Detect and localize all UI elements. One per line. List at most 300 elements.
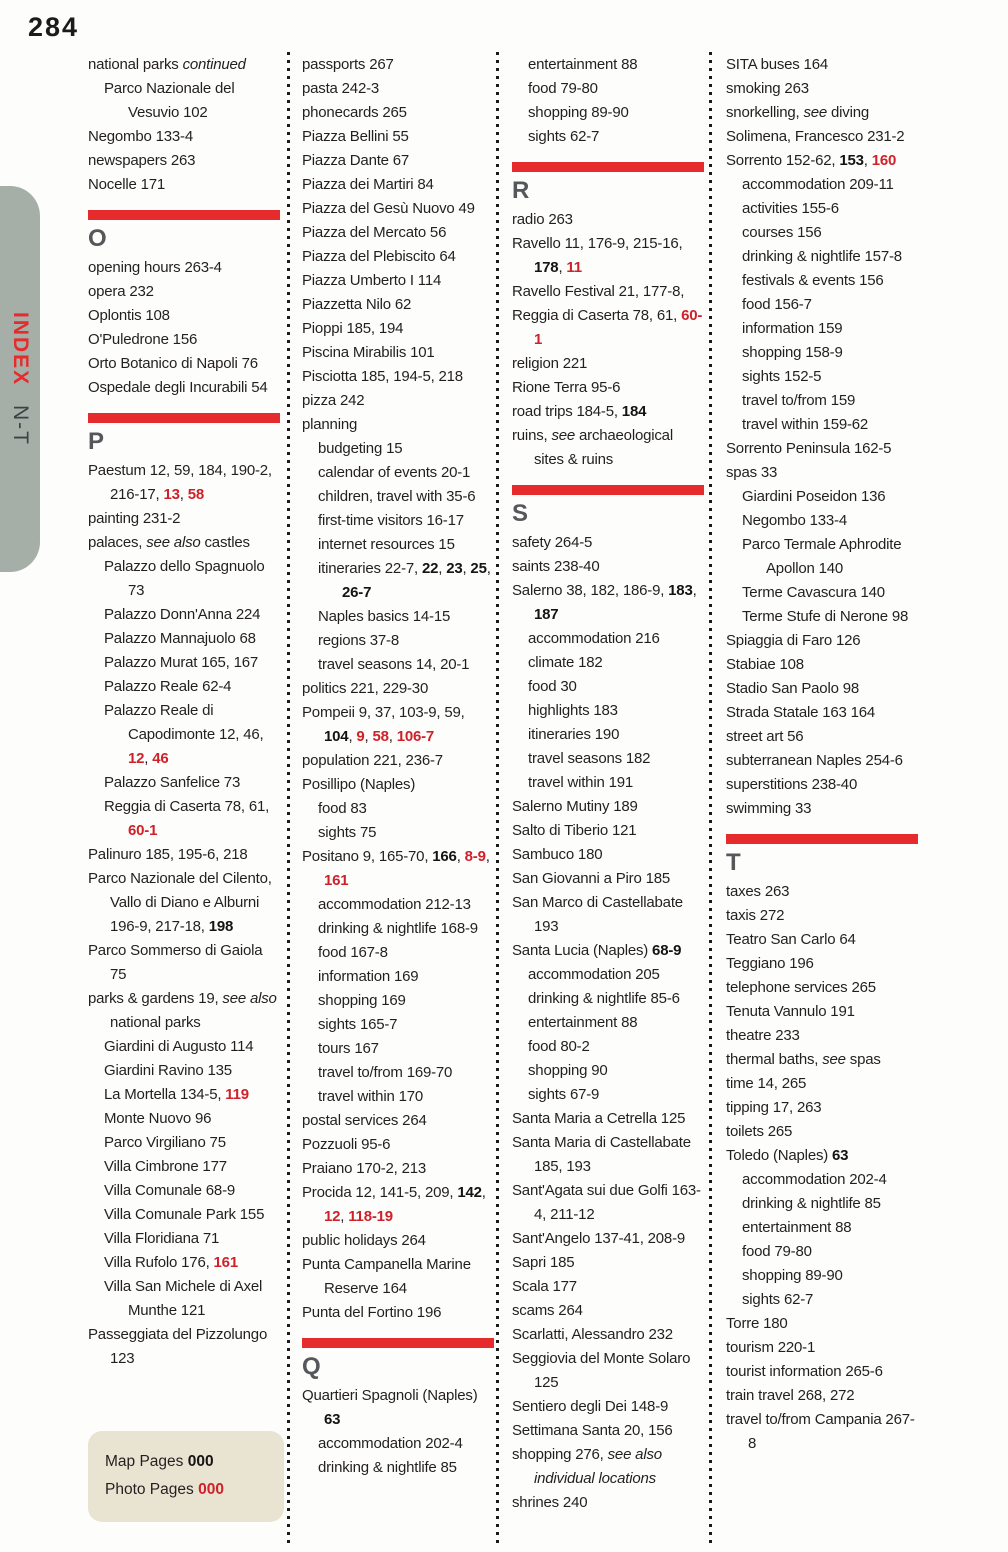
index-subentry — [88, 1107, 280, 1131]
index-entry — [512, 1347, 704, 1395]
entry-text: Positano 9, 165-70, — [302, 848, 433, 865]
photo-page-ref: 160 — [871, 152, 897, 169]
index-tab-range-label: N-T — [9, 404, 32, 446]
index-entry — [726, 797, 918, 821]
index-subentry — [302, 557, 494, 605]
index-entry — [726, 773, 918, 797]
map-page-ref: 63 — [832, 1147, 849, 1164]
entry-text: children, travel with 35-6 — [318, 488, 476, 505]
index-subentry — [726, 197, 918, 221]
index-subentry — [726, 1288, 918, 1312]
entry-text: religion 221 — [512, 355, 588, 372]
entry-text: politics 221, 229-30 — [302, 680, 429, 697]
index-entry — [512, 891, 704, 939]
index-subentry — [726, 317, 918, 341]
entry-text: Santa Maria di Castellabate 185, 193 — [512, 1134, 691, 1175]
entry-text: Salto di Tiberio 121 — [512, 822, 637, 839]
index-subentry — [726, 605, 918, 629]
entry-text: Strada Statale 163 164 — [726, 704, 876, 721]
entry-text: population 221, 236-7 — [302, 752, 443, 769]
index-subentry — [512, 77, 704, 101]
entry-text: Piazza del Plebiscito 64 — [302, 248, 456, 265]
map-pages-line — [105, 1448, 284, 1476]
entry-text: spas 33 — [726, 464, 778, 481]
entry-text: diving — [827, 104, 870, 121]
entry-text: Pisciotta 185, 194-5, 218 — [302, 368, 463, 385]
entry-text: taxis 272 — [726, 907, 785, 924]
entry-text: Praiano 170-2, 213 — [302, 1160, 426, 1177]
index-entry — [302, 389, 494, 413]
photo-page-ref: 58 — [187, 486, 204, 503]
entry-text: entertainment 88 — [742, 1219, 852, 1236]
photo-page-ref: 118-19 — [348, 1208, 393, 1225]
index-subentry — [302, 1037, 494, 1061]
map-pages-value: 000 — [187, 1453, 214, 1470]
entry-text: drinking & nightlife 85 — [742, 1195, 881, 1212]
entry-text: Palinuro 185, 195-6, 218 — [88, 846, 248, 863]
entry-text: archaeological sites & ruins — [534, 427, 673, 468]
entry-text: Pozzuoli 95-6 — [302, 1136, 391, 1153]
entry-text: shopping 90 — [528, 1062, 608, 1079]
entry-text: road trips 184-5, — [512, 403, 622, 420]
entry-text: opera 232 — [88, 283, 154, 300]
entry-text: travel within 170 — [318, 1088, 423, 1105]
entry-text: Sorrento Peninsula 162-5 — [726, 440, 892, 457]
entry-text: Palazzo Reale 62-4 — [104, 678, 232, 695]
index-subentry — [512, 987, 704, 1011]
index-subentry — [302, 1061, 494, 1085]
photo-page-ref: 119 — [225, 1086, 249, 1103]
entry-text: see also — [146, 534, 201, 551]
entry-text: passports 267 — [302, 56, 394, 73]
entry-text: Piazza Umberto I 114 — [302, 272, 442, 289]
entry-text: shopping 169 — [318, 992, 406, 1009]
section-letter-p: P — [88, 428, 104, 455]
entry-text: Ravello 11, 176-9, 215-16, — [512, 235, 683, 252]
index-subentry — [726, 173, 918, 197]
entry-text: Sant'Agata sui due Golfi 163-4, 211-12 — [512, 1182, 701, 1223]
entry-text: superstitions 238-40 — [726, 776, 858, 793]
index-entry — [302, 221, 494, 245]
photo-pages-label: Photo Pages — [105, 1481, 199, 1498]
entry-text: Rione Terra 95-6 — [512, 379, 621, 396]
entry-text: taxes 263 — [726, 883, 790, 900]
index-subentry — [302, 893, 494, 917]
entry-text: Palazzo Sanfelice 73 — [104, 774, 241, 791]
entry-text: parks & gardens 19, — [88, 990, 223, 1007]
index-entry — [302, 149, 494, 173]
photo-page-ref: 8-9 — [464, 848, 486, 865]
photo-page-ref: 46 — [152, 750, 169, 767]
index-subentry — [512, 1035, 704, 1059]
photo-page-ref: 11 — [566, 259, 582, 276]
entry-text: , — [179, 486, 188, 503]
index-entry — [726, 1336, 918, 1360]
index-entry — [302, 173, 494, 197]
entry-text: snorkelling, — [726, 104, 804, 121]
index-subentry — [302, 1013, 494, 1037]
index-entry — [512, 1395, 704, 1419]
entry-text: Giardini Ravino 135 — [104, 1062, 232, 1079]
entry-text: shopping 158-9 — [742, 344, 843, 361]
index-entry — [512, 400, 704, 424]
entry-text: food 79-80 — [528, 80, 598, 97]
entry-text: courses 156 — [742, 224, 822, 241]
entry-text: first-time visitors 16-17 — [318, 512, 464, 529]
entry-text: , — [144, 750, 153, 767]
index-entry — [302, 773, 494, 797]
index-entry — [302, 1384, 494, 1432]
index-subentry — [726, 485, 918, 509]
index-entry — [512, 424, 704, 472]
index-entry — [512, 352, 704, 376]
entry-text: Reggia di Caserta 78, 61, — [104, 798, 270, 815]
index-subentry — [88, 1251, 280, 1275]
entry-text: Torre 180 — [726, 1315, 788, 1332]
entry-text: saints 238-40 — [512, 558, 600, 575]
entry-text: Solimena, Francesco 231-2 — [726, 128, 905, 145]
index-subentry — [302, 989, 494, 1013]
index-subentry — [512, 675, 704, 699]
index-subentry — [302, 485, 494, 509]
index-subentry — [302, 1085, 494, 1109]
index-entry — [512, 795, 704, 819]
entry-text: drinking & nightlife 85-6 — [528, 990, 680, 1007]
index-subentry — [726, 581, 918, 605]
index-subentry — [88, 1275, 280, 1323]
entry-text: Seggiovia del Monte Solaro 125 — [512, 1350, 691, 1391]
entry-text: food 83 — [318, 800, 367, 817]
index-entry — [302, 293, 494, 317]
map-page-ref: 22 — [421, 560, 439, 577]
index-entry — [726, 1384, 918, 1408]
index-subentry — [512, 723, 704, 747]
index-entry — [88, 256, 280, 280]
entry-text: internet resources 15 — [318, 536, 455, 553]
index-entry — [512, 579, 704, 627]
entry-text: Settimana Santa 20, 156 — [512, 1422, 673, 1439]
entry-text: sights 165-7 — [318, 1016, 398, 1033]
entry-text: Terme Cavascura 140 — [742, 584, 885, 601]
entry-text: sights 62-7 — [742, 1291, 814, 1308]
entry-text: Giardini Poseidon 136 — [742, 488, 886, 505]
entry-text: Giardini di Augusto 114 — [104, 1038, 254, 1055]
page-number: 284 — [28, 12, 80, 42]
entry-text: entertainment 88 — [528, 1014, 638, 1031]
index-entry — [302, 317, 494, 341]
index-column-1 — [88, 53, 280, 1371]
entry-text: Passeggiata del Pizzolungo 123 — [88, 1326, 268, 1367]
entry-text: ruins, — [512, 427, 552, 444]
section-letter-q: Q — [302, 1353, 321, 1380]
entry-text: Naples basics 14-15 — [318, 608, 451, 625]
entry-text: radio 263 — [512, 211, 573, 228]
index-column-2 — [302, 53, 494, 1480]
entry-text: Sapri 185 — [512, 1254, 575, 1271]
entry-text: opening hours 263-4 — [88, 259, 222, 276]
index-entry — [88, 328, 280, 352]
entry-text: pizza 242 — [302, 392, 365, 409]
map-pages-box — [88, 1431, 284, 1522]
entry-text: Parco Nazionale del Cilento, Vallo di Diano e Alburni 196-9, 217-18, — [88, 870, 272, 935]
entry-text: subterranean Naples 254-6 — [726, 752, 903, 769]
entry-text: pasta 242-3 — [302, 80, 380, 97]
map-page-ref: 23 — [446, 560, 463, 577]
index-entry — [88, 280, 280, 304]
entry-text: accommodation 202-4 — [318, 1435, 463, 1452]
entry-text: food 167-8 — [318, 944, 388, 961]
entry-text: tourism 220-1 — [726, 1339, 816, 1356]
entry-text: shopping 89-90 — [528, 104, 629, 121]
index-subentry — [88, 651, 280, 675]
entry-text: Scarlatti, Alessandro 232 — [512, 1326, 673, 1343]
index-subentry — [726, 1216, 918, 1240]
index-entry — [512, 1107, 704, 1131]
entry-text: drinking & nightlife 85 — [318, 1459, 457, 1476]
entry-text: , — [863, 152, 872, 169]
index-subentry — [726, 221, 918, 245]
entry-text: Salerno 38, 182, 186-9, — [512, 582, 669, 599]
entry-text: scams 264 — [512, 1302, 583, 1319]
section-letter-s: S — [512, 500, 528, 527]
index-entry — [302, 53, 494, 77]
index-subentry — [88, 1131, 280, 1155]
index-subentry — [88, 675, 280, 699]
map-page-ref: 178 — [534, 259, 559, 276]
index-subentry — [512, 627, 704, 651]
index-subentry — [726, 245, 918, 269]
map-page-ref: 198 — [208, 918, 234, 935]
entry-text: Villa Cimbrone 177 — [104, 1158, 227, 1175]
entry-text: calendar of events 20-1 — [318, 464, 471, 481]
entry-text: spas — [845, 1051, 881, 1068]
map-page-ref: 104 — [324, 728, 349, 745]
entry-text: see also — [222, 990, 277, 1007]
entry-text: entertainment 88 — [528, 56, 638, 73]
entry-text: shrines 240 — [512, 1494, 588, 1511]
entry-text: Palazzo dello Spagnuolo 73 — [104, 558, 265, 599]
index-entry — [726, 749, 918, 773]
entry-text: regions 37-8 — [318, 632, 399, 649]
index-entry — [726, 1120, 918, 1144]
entry-text: accommodation 216 — [528, 630, 660, 647]
entry-text: shopping 276, — [512, 1446, 608, 1463]
index-entry — [726, 1360, 918, 1384]
entry-text: travel to/from 169-70 — [318, 1064, 453, 1081]
index-entry — [302, 1229, 494, 1253]
index-entry — [302, 1301, 494, 1325]
index-entry — [88, 376, 280, 400]
index-subentry — [88, 795, 280, 843]
index-entry — [726, 976, 918, 1000]
index-subentry — [726, 389, 918, 413]
entry-text: travel within 191 — [528, 774, 633, 791]
index-entry — [512, 1227, 704, 1251]
index-subentry — [726, 1192, 918, 1216]
entry-text: , — [388, 728, 397, 745]
entry-text: Piazzetta Nilo 62 — [302, 296, 412, 313]
index-subentry — [512, 699, 704, 723]
index-subentry — [726, 509, 918, 533]
index-subentry — [302, 1456, 494, 1480]
index-entry — [512, 843, 704, 867]
entry-text: , — [486, 560, 491, 577]
index-entry — [726, 928, 918, 952]
index-entry — [302, 1109, 494, 1133]
entry-text: Villa San Michele di Axel Munthe 121 — [104, 1278, 263, 1319]
entry-text: Oplontis 108 — [88, 307, 170, 324]
index-side-tab-text — [8, 312, 32, 445]
index-subentry — [302, 941, 494, 965]
entry-text: see — [803, 104, 828, 121]
entry-text: activities 155-6 — [742, 200, 839, 217]
map-page-ref: 184 — [621, 403, 647, 420]
entry-text: Tenuta Vannulo 191 — [726, 1003, 855, 1020]
index-subentry — [88, 1155, 280, 1179]
entry-text: Scala 177 — [512, 1278, 577, 1295]
index-entry — [88, 939, 280, 987]
index-entry — [302, 125, 494, 149]
photo-page-ref: 12 — [324, 1208, 341, 1225]
entry-text: Posillipo (Naples) — [302, 776, 416, 793]
index-entry — [88, 352, 280, 376]
entry-text: Stabiae 108 — [726, 656, 804, 673]
entry-text: postal services 264 — [302, 1112, 427, 1129]
entry-text: tourist information 265-6 — [726, 1363, 883, 1380]
index-entry — [302, 677, 494, 701]
index-subentry — [512, 651, 704, 675]
map-page-ref: 142 — [457, 1184, 482, 1201]
index-entry — [302, 845, 494, 893]
photo-page-ref: 13 — [163, 486, 180, 503]
index-entry — [302, 365, 494, 389]
entry-text: La Mortella 134-5, — [104, 1086, 226, 1103]
column-separator-3 — [709, 52, 712, 1544]
index-entry — [726, 461, 918, 485]
entry-text: Reggia di Caserta 78, 61, — [512, 307, 682, 324]
entry-text: Salerno Mutiny 189 — [512, 798, 638, 815]
entry-text: safety 264-5 — [512, 534, 593, 551]
index-subentry — [726, 1240, 918, 1264]
index-entry — [512, 232, 704, 280]
index-entry — [88, 867, 280, 939]
index-entry — [726, 880, 918, 904]
entry-text: painting 231-2 — [88, 510, 181, 527]
index-subentry — [512, 771, 704, 795]
entry-text: food 30 — [528, 678, 577, 695]
map-page-ref: 26-7 — [342, 584, 372, 601]
entry-text: toilets 265 — [726, 1123, 793, 1140]
section-divider-bar — [88, 210, 280, 220]
entry-text: budgeting 15 — [318, 440, 403, 457]
entry-text: Quartieri Spagnoli (Naples) — [302, 1387, 478, 1404]
index-subentry — [88, 699, 280, 771]
entry-text: thermal baths, — [726, 1051, 823, 1068]
entry-text: Paestum 12, 59, 184, 190-2, 216-17, — [88, 462, 272, 503]
entry-text: Villa Comunale 68-9 — [104, 1182, 236, 1199]
section-letter-o: O — [88, 225, 107, 252]
index-subentry — [302, 965, 494, 989]
entry-text: food 79-80 — [742, 1243, 812, 1260]
index-entry — [88, 149, 280, 173]
index-entry — [726, 1144, 918, 1168]
index-subentry — [726, 1264, 918, 1288]
entry-text: food 156-7 — [742, 296, 812, 313]
index-subentry — [726, 365, 918, 389]
entry-text: Sorrento 152-62, — [726, 152, 840, 169]
entry-text: see — [551, 427, 576, 444]
entry-text: accommodation 202-4 — [742, 1171, 887, 1188]
index-entry — [726, 1048, 918, 1072]
entry-text: San Marco di Castellabate 193 — [512, 894, 683, 935]
entry-text: , — [485, 848, 490, 865]
index-subentry — [512, 1011, 704, 1035]
section-divider-bar — [726, 834, 918, 844]
index-subentry — [88, 1083, 280, 1107]
index-entry — [726, 677, 918, 701]
entry-text: Parco Virgiliano 75 — [104, 1134, 226, 1151]
index-subentry — [512, 53, 704, 77]
entry-text: travel seasons 182 — [528, 750, 651, 767]
index-entry — [302, 245, 494, 269]
index-entry — [302, 413, 494, 437]
index-subentry — [302, 797, 494, 821]
map-page-ref: 183 — [668, 582, 693, 599]
entry-text: Piazza del Mercato 56 — [302, 224, 447, 241]
index-subentry — [302, 533, 494, 557]
index-entry — [726, 904, 918, 928]
index-entry — [726, 1096, 918, 1120]
entry-text: Terme Stufe di Nerone 98 — [742, 608, 909, 625]
index-entry — [88, 507, 280, 531]
index-subentry — [302, 629, 494, 653]
entry-text: Palazzo Reale di Capodimonte 12, 46, — [104, 702, 264, 743]
index-entry — [726, 53, 918, 77]
entry-text: Negombo 133-4 — [88, 128, 193, 145]
index-subentry — [88, 1227, 280, 1251]
entry-text: Santa Maria a Cetrella 125 — [512, 1110, 686, 1127]
entry-text: tipping 17, 263 — [726, 1099, 822, 1116]
entry-text: Villa Floridiana 71 — [104, 1230, 220, 1247]
photo-page-ref: 12 — [128, 750, 145, 767]
index-entry — [512, 555, 704, 579]
index-entry — [88, 1323, 280, 1371]
entry-text: Teatro San Carlo 64 — [726, 931, 856, 948]
entry-text: Parco Nazionale del Vesuvio 102 — [104, 80, 235, 121]
index-entry — [726, 1312, 918, 1336]
entry-text: food 80-2 — [528, 1038, 590, 1055]
index-entry — [302, 101, 494, 125]
index-entry — [726, 101, 918, 125]
index-subentry — [726, 1168, 918, 1192]
map-page-ref: 68-9 — [652, 942, 682, 959]
index-subentry — [302, 653, 494, 677]
entry-text: see also individual locations — [534, 1446, 662, 1487]
entry-text: drinking & nightlife 157-8 — [742, 248, 902, 265]
entry-text: , — [348, 728, 357, 745]
entry-text: Piazza dei Martiri 84 — [302, 176, 434, 193]
entry-text: see — [822, 1051, 846, 1068]
entry-text: Ravello Festival 21, 177-8, — [512, 283, 685, 300]
index-entry — [88, 987, 280, 1035]
entry-text: sights 62-7 — [528, 128, 600, 145]
entry-text: , — [364, 728, 373, 745]
entry-text: time 14, 265 — [726, 1075, 807, 1092]
index-entry — [512, 1131, 704, 1179]
index-subentry — [302, 1432, 494, 1456]
column-separator-1 — [287, 52, 290, 1544]
photo-page-ref: 60-1 — [534, 307, 703, 348]
